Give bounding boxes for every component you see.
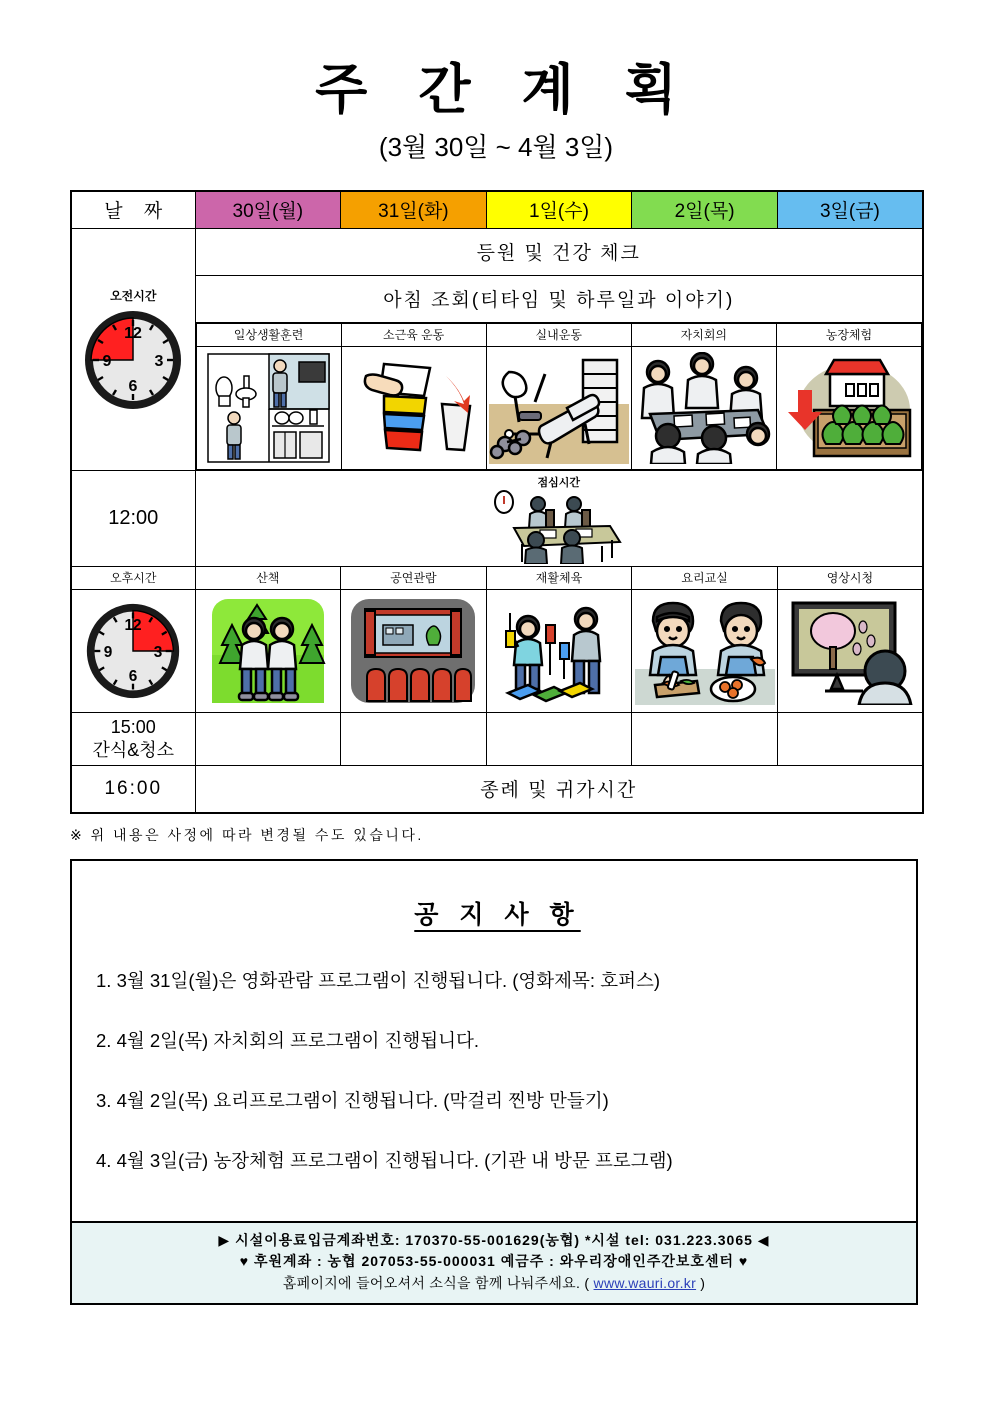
- cooking-class-pictogram: [635, 597, 775, 705]
- notice-list: [72, 967, 916, 1173]
- closing-time-label: 16:00: [71, 765, 195, 813]
- afternoon-label-row: [71, 566, 923, 589]
- morning-activity-label-0: 일상생활훈련: [196, 323, 341, 346]
- morning-meeting-label: 아침 조회(티타임 및 하루일과 이야기): [195, 275, 923, 322]
- morning-activity-cell-0: [196, 346, 341, 469]
- snack-time-cell: [71, 712, 195, 765]
- schedule-table-wrapper: [0, 190, 992, 814]
- morning-period-label: 오전시간: [110, 288, 157, 303]
- header-day-friday: 3일(금): [777, 191, 923, 229]
- notice-item: 4. 4월 3일(금) 농장체험 프로그램이 진행됩니다. (기관 내 방문 프로그램): [96, 1149, 673, 1171]
- afternoon-activity-label-0: 산책: [195, 566, 341, 589]
- afternoon-activity-label-3: 요리교실: [632, 566, 778, 589]
- homepage-line: [72, 1273, 916, 1295]
- daily-living-training-pictogram: [206, 352, 331, 464]
- morning-activity-cell-4: [776, 346, 921, 469]
- contact-footer: [72, 1221, 916, 1303]
- svg-text:6: 6: [128, 667, 138, 685]
- notice-item: 3. 4월 2일(목) 요리프로그램이 진행됩니다. (막걸리 찐방 만들기): [96, 1089, 609, 1111]
- afternoon-activity-label-2: 재활체육: [486, 566, 632, 589]
- svg-text:3: 3: [154, 352, 164, 370]
- rehabilitation-exercise-pictogram: [494, 597, 624, 705]
- snack-cell-monday: [195, 712, 341, 765]
- svg-text:9: 9: [102, 352, 112, 370]
- donation-account-line: ♥ 후원계좌 : 농협 207053-55-000031 예금주 : 와우리장애인주간보호센터 ♥: [239, 1253, 749, 1270]
- document-header: [0, 0, 992, 164]
- svg-text:12: 12: [124, 616, 142, 634]
- morning-activity-label-2: 실내운동: [486, 323, 631, 346]
- snack-cell-thursday: [632, 712, 778, 765]
- indoor-exercise-pictogram: [489, 352, 629, 464]
- snack-time-label: 15:00: [110, 717, 156, 738]
- lunch-table-pictogram: [484, 490, 634, 564]
- header-day-thursday: 2일(목): [632, 191, 778, 229]
- afternoon-activity-cell-0: [195, 589, 341, 712]
- clock-afternoon-icon: [83, 601, 183, 701]
- arrival-row: [71, 228, 923, 275]
- afternoon-activity-cell-1: [341, 589, 487, 712]
- closing-row: [71, 765, 923, 813]
- morning-activity-cell-3: [631, 346, 776, 469]
- notice-title: 공 지 사 항: [414, 900, 581, 929]
- schedule-footnote: ※ 위 내용은 사정에 따라 변경될 수도 있습니다.: [70, 826, 424, 843]
- svg-text:6: 6: [128, 377, 138, 395]
- homepage-text-suffix: ): [696, 1275, 706, 1292]
- notice-box: [70, 859, 918, 1305]
- facility-account-line: ▶ 시설이용료입금계좌번호: 170370-55-001629(농협) *시설 tel: 031.223.3065 ◀: [218, 1231, 770, 1248]
- afternoon-period-label: 오후시간: [71, 566, 195, 589]
- clock-morning-icon: [81, 308, 185, 412]
- morning-activity-cell-1: [341, 346, 486, 469]
- notice-item: 1. 3월 31일(월)은 영화관람 프로그램이 진행됩니다. (영화제목: 호퍼스): [96, 969, 660, 991]
- lunch-label: 점심시간: [537, 477, 580, 490]
- performance-viewing-pictogram: [349, 597, 477, 705]
- header-day-wednesday: 1일(수): [486, 191, 632, 229]
- lunch-time-label: 12:00: [71, 470, 195, 566]
- notice-item: 2. 4월 2일(목) 자치회의 프로그램이 진행됩니다.: [96, 1029, 479, 1051]
- fine-motor-exercise-pictogram: [354, 352, 474, 464]
- weekly-schedule-table: [70, 190, 924, 814]
- closing-label: 종례 및 귀가시간: [195, 765, 923, 813]
- svg-text:3: 3: [153, 643, 163, 661]
- afternoon-activity-cell-3: [632, 589, 778, 712]
- morning-activity-label-1: 소근육 운동: [341, 323, 486, 346]
- morning-activity-label-3: 자치회의: [631, 323, 776, 346]
- homepage-text-prefix: 홈페이지에 들어오셔서 소식을 함께 나눠주세요. (: [282, 1275, 594, 1292]
- lunch-row: [71, 470, 923, 566]
- header-day-monday: 30일(월): [195, 191, 341, 229]
- morning-activity-label-4: 농장체험: [776, 323, 921, 346]
- afternoon-activity-label-4: 영상시청: [777, 566, 923, 589]
- walk-pictogram: [210, 597, 326, 705]
- header-date-label: 날 짜: [71, 191, 195, 229]
- morning-activity-cell-2: [486, 346, 631, 469]
- page-title: 주 간 계 획: [315, 60, 695, 120]
- farm-experience-pictogram: [784, 352, 914, 464]
- afternoon-activity-label-1: 공연관람: [341, 566, 487, 589]
- notice-body: [72, 861, 916, 1221]
- snack-cell-tuesday: [341, 712, 487, 765]
- svg-text:9: 9: [103, 643, 113, 661]
- lunch-cell: [195, 470, 923, 566]
- website-link[interactable]: www.wauri.or.kr: [593, 1275, 697, 1292]
- morning-period-cell: [71, 228, 195, 470]
- table-header-row: [71, 191, 923, 229]
- afternoon-activity-cell-4: [777, 589, 923, 712]
- video-watching-pictogram: [785, 597, 915, 705]
- snack-row: [71, 712, 923, 765]
- date-range-subtitle: (3월 30일 ~ 4월 3일): [378, 131, 614, 162]
- arrival-health-check-label: 등원 및 건강 체크: [195, 228, 923, 275]
- morning-meeting-row: [71, 275, 923, 322]
- snack-cell-wednesday: [486, 712, 632, 765]
- snack-cell-friday: [777, 712, 923, 765]
- afternoon-clock-cell: [71, 589, 195, 712]
- afternoon-activity-cell-2: [486, 589, 632, 712]
- morning-activity-row: [71, 322, 923, 470]
- svg-text:12: 12: [124, 324, 143, 342]
- afternoon-activity-row: [71, 589, 923, 712]
- self-government-meeting-pictogram: [634, 352, 774, 464]
- snack-sub-label: 간식&청소: [92, 739, 175, 760]
- header-day-tuesday: 31일(화): [341, 191, 487, 229]
